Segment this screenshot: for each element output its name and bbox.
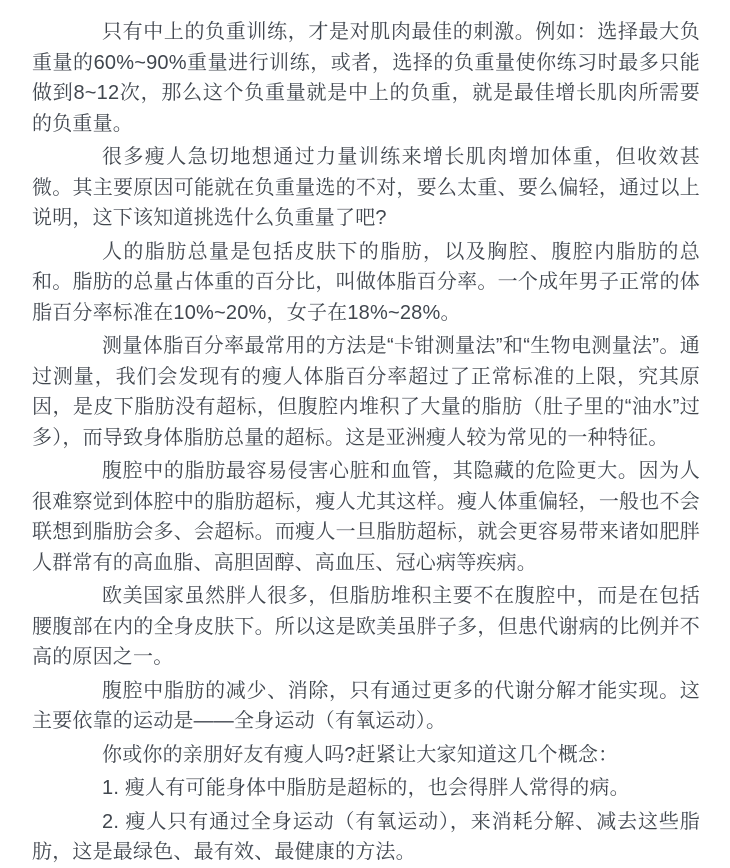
paragraph-concept-2: 2. 瘦人只有通过全身运动（有氧运动），来消耗分解、减去这些脂肪，这是最绿色、最有效、最健康的方法。 — [32, 810, 700, 863]
paragraph-weight-training-best-stimulus: 只有中上的负重训练，才是对肌肉最佳的刺激。例如：选择最大负重量的60%~90%重量进行训练，或者，选择的负重量使你练习时最多只能做到8~12次，那么这个负重量就是中上的负重，就是最佳增长肌肉所需要的负重量。 — [32, 21, 700, 135]
paragraph-tell-friends: 你或你的亲朋好友有瘦人吗?赶紧让大家知道这几个概念： — [102, 743, 619, 766]
paragraph-western-countries-fat: 欧美国家虽然胖人很多，但脂肪堆积主要不在腹腔中，而是在包括腰腹部在内的全身皮肤下。所以这是欧美虽胖子多，但患代谢病的比例并不高的原因之一。 — [32, 585, 700, 668]
paragraph-aerobic-exercise: 腹腔中脂肪的减少、消除，只有通过更多的代谢分解才能实现。这主要依靠的运动是——全身运动（有氧运动）。 — [32, 679, 700, 732]
paragraph-thin-people-wrong-weight: 很多瘦人急切地想通过力量训练来增长肌肉增加体重，但收效甚微。其主要原因可能就在负重量选的不对，要么太重、要么偏轻，通过以上说明，这下该知道挑选什么负重量了吧? — [32, 146, 700, 229]
paragraph-measurement-methods: 测量体脂百分率最常用的方法是“卡钳测量法”和“生物电测量法”。通过测量，我们会发现有的瘦人体脂百分率超过了正常标准的上限，究其原因，是皮下脂肪没有超标，但腹腔内堆积了大量的脂肪（肚子里的“油水”过多），而导致身体脂肪总量的超标。这是亚洲瘦人较为常见的一种特征。 — [32, 335, 700, 449]
article-body — [32, 17, 700, 868]
paragraph-abdominal-fat-risks: 腹腔中的脂肪最容易侵害心脏和血管，其隐藏的危险更大。因为人很难察觉到体腔中的脂肪超标，瘦人尤其这样。瘦人体重偏轻，一般也不会联想到脂肪会多、会超标。而瘦人一旦脂肪超标，就会更容易带来诸如肥胖人群常有的高血脂、高胆固醇、高血压、冠心病等疾病。 — [32, 460, 700, 574]
paragraph-concept-1: 1. 瘦人有可能身体中脂肪是超标的，也会得胖人常得的病。 — [102, 777, 630, 799]
paragraph-body-fat-definition: 人的脂肪总量是包括皮肤下的脂肪，以及胸腔、腹腔内脂肪的总和。脂肪的总量占体重的百分比，叫做体脂百分率。一个成年男子正常的体脂百分率标准在10%~20%，女子在18%~28%。 — [32, 240, 700, 324]
